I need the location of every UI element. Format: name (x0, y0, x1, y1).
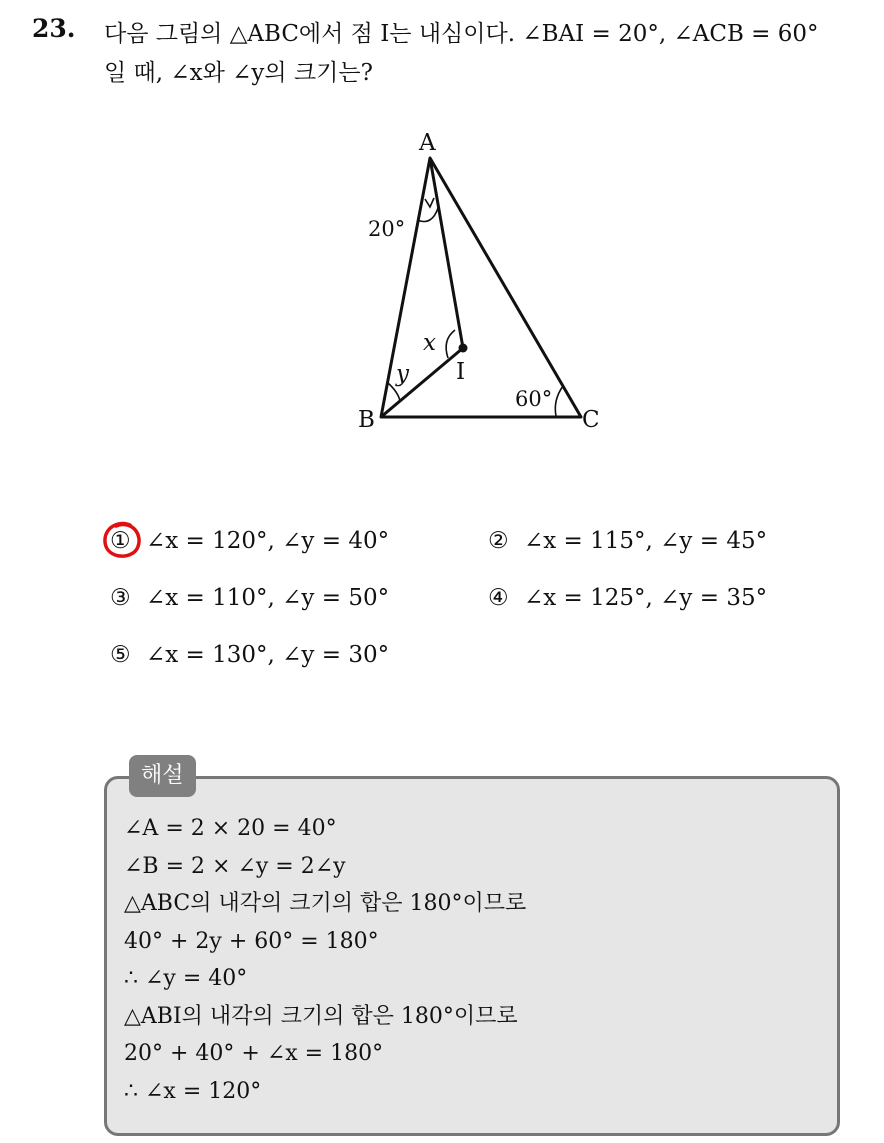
question-text-line-1: 다음 그림의 △ABC에서 점 I는 내심이다. ∠BAI = 20°, ∠ACB = 60° (104, 21, 819, 47)
solution-line: △ABC의 내각의 크기의 합은 180°이므로 (124, 891, 527, 916)
choice-1[interactable] (110, 528, 389, 554)
label-a: A (419, 130, 436, 156)
solution-line: 20° + 40° + ∠x = 180° (124, 1041, 384, 1066)
solution-line: ∴ ∠x = 120° (124, 1078, 262, 1104)
triangle-abc (381, 158, 581, 417)
question-text-line-2: 일 때, ∠x와 ∠y의 크기는? (104, 60, 373, 86)
solution-line: 40° + 2y + 60° = 180° (124, 928, 379, 954)
question-number: 23. (32, 14, 76, 43)
answer-circle-mark (100, 520, 144, 562)
choice-4[interactable] (488, 585, 767, 611)
angle-arc-x (446, 330, 455, 358)
choice-3-number: ③ (110, 585, 131, 611)
choice-4-number: ④ (488, 585, 509, 611)
choice-1-number: ① (110, 528, 131, 554)
triangle-figure (0, 0, 884, 480)
label-c: C (582, 407, 600, 433)
choice-2-number: ② (488, 528, 509, 554)
label-b: B (358, 407, 375, 433)
angle-arc-60 (555, 386, 563, 416)
choice-2[interactable] (488, 528, 767, 554)
choice-2-text: ∠x = 115°, ∠y = 45° (524, 528, 768, 554)
solution-line: ∠B = 2 × ∠y = 2∠y (124, 853, 346, 879)
solution-tag: 해설 (129, 755, 196, 797)
label-angle-60: 60° (515, 387, 553, 411)
choice-3[interactable] (110, 585, 389, 611)
label-y: y (396, 361, 409, 387)
solution-line: △ABI의 내각의 크기의 합은 180°이므로 (124, 1003, 518, 1029)
arc-arrow-icon (425, 198, 434, 207)
label-i: I (456, 359, 466, 385)
solution-line: ∴ ∠y = 40° (124, 966, 248, 991)
choice-5-text: ∠x = 130°, ∠y = 30° (146, 642, 390, 668)
label-angle-20: 20° (368, 217, 406, 241)
label-x: x (423, 330, 436, 356)
solution-line: ∠A = 2 × 20 = 40° (124, 816, 337, 841)
solution-lines (124, 810, 526, 1110)
incenter-point (459, 344, 468, 353)
choice-1-text: ∠x = 120°, ∠y = 40° (146, 528, 390, 554)
choice-5[interactable] (110, 642, 389, 668)
choice-3-text: ∠x = 110°, ∠y = 50° (146, 585, 390, 611)
choice-5-number: ⑤ (110, 642, 131, 668)
choice-4-text: ∠x = 125°, ∠y = 35° (524, 585, 768, 611)
